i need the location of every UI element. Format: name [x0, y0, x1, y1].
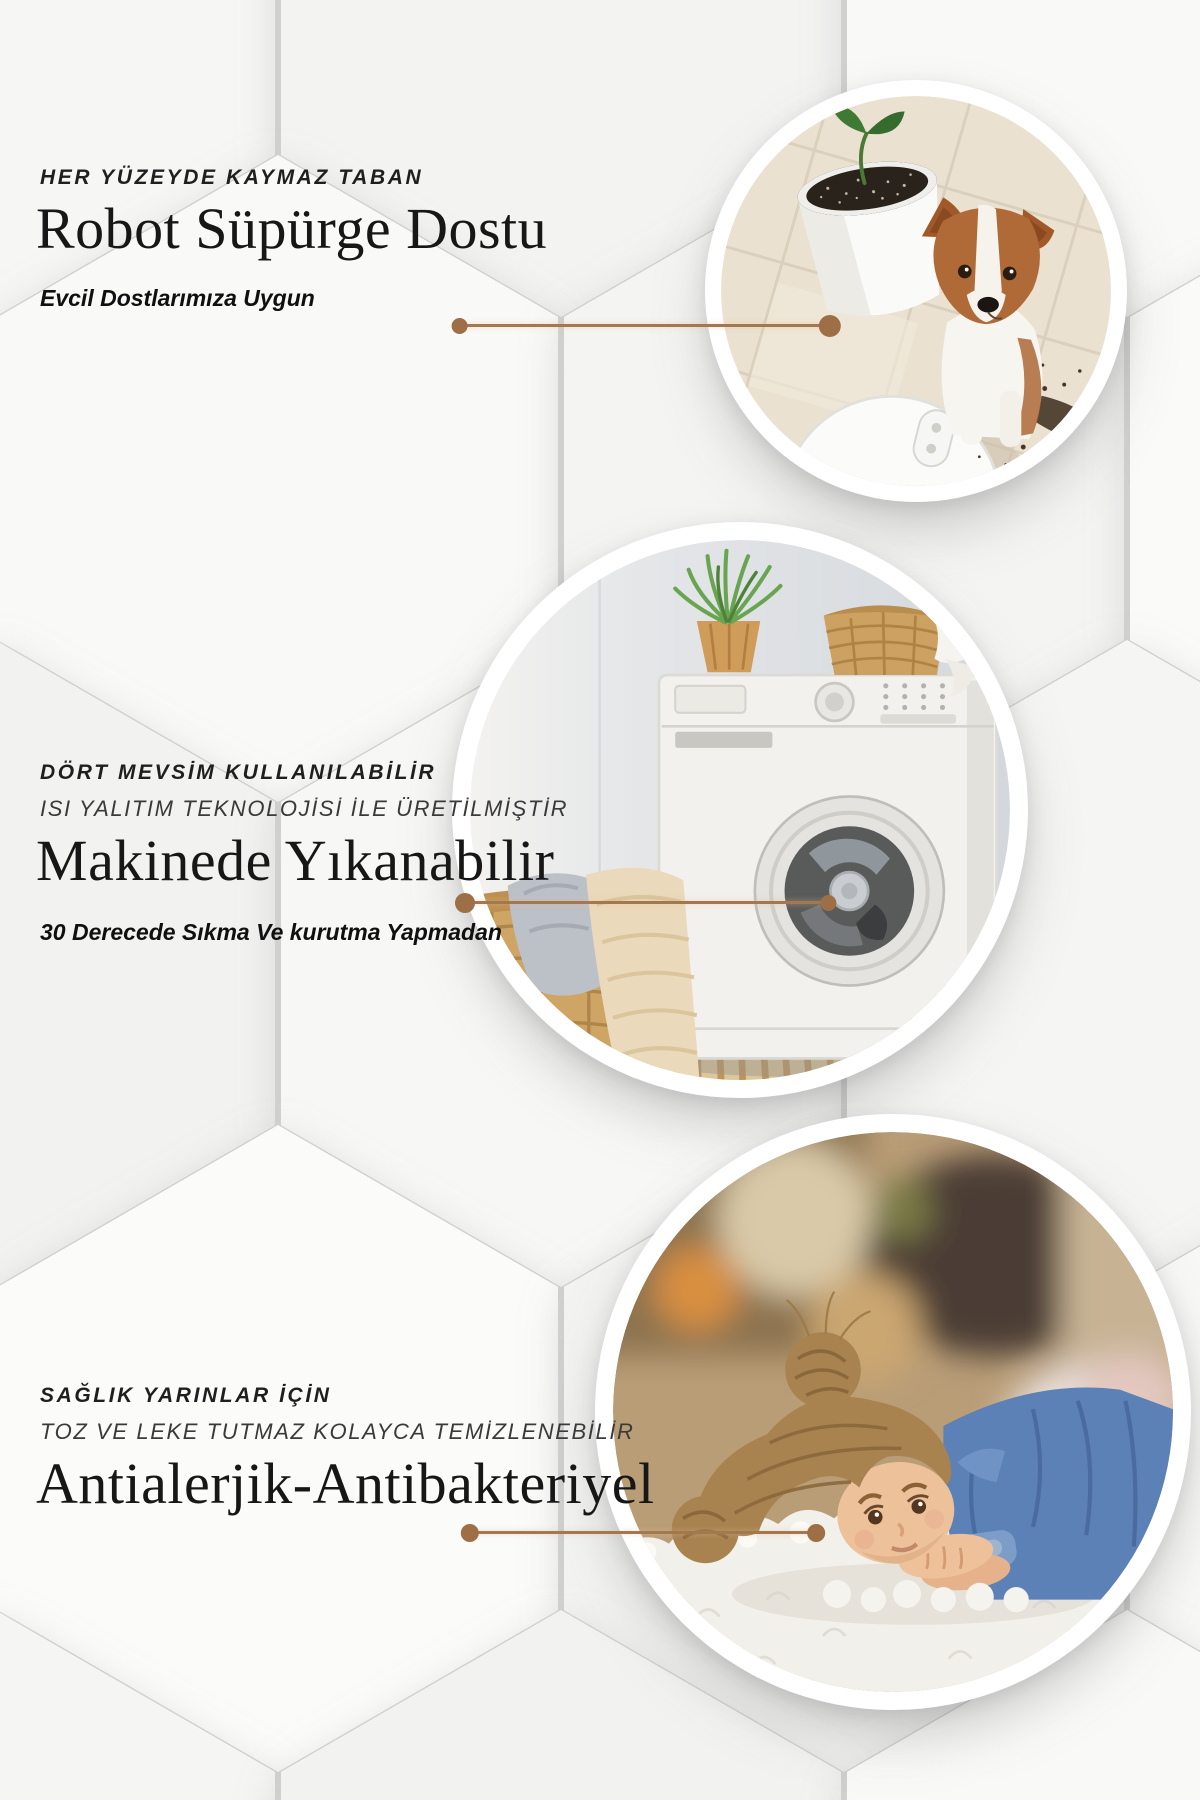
- section-bottom-text: [36, 1384, 655, 1518]
- connector-line-top: [458, 324, 832, 327]
- connector-dot: [819, 315, 841, 337]
- kicker-middle: DÖRT MEVSİM KULLANILABİLİR: [40, 761, 437, 784]
- section-top-text: [36, 166, 548, 312]
- tagline-bottom: TOZ VE LEKE TUTMAZ KOLAYCA TEMİZLENEBİLİR: [40, 1419, 635, 1444]
- title-middle: Makinede Yıkanabilir: [36, 828, 555, 893]
- connector-dot: [820, 895, 836, 911]
- kicker-top: HER YÜZEYDE KAYMAZ TABAN: [40, 166, 424, 189]
- title-bottom: Antialerjik-Antibakteriyel: [36, 1451, 655, 1516]
- photo-ring-top: [705, 80, 1127, 502]
- kicker-bottom: SAĞLIK YARINLAR İÇİN: [40, 1384, 332, 1407]
- tagline-middle: ISI YALITIM TEKNOLOJİSİ İLE ÜRETİLMİŞTİR: [40, 796, 569, 821]
- subtitle-middle: 30 Derecede Sıkma Ve kurutma Yapmadan: [40, 918, 502, 945]
- title-top: Robot Süpürge Dostu: [36, 196, 548, 261]
- connector-dot: [461, 1524, 479, 1542]
- pet-robot-vacuum-photo: [721, 96, 1111, 486]
- section-middle-text: [36, 761, 569, 946]
- connector-line-bottom: [468, 1531, 818, 1534]
- photo-ring-bottom: [595, 1114, 1191, 1710]
- connector-dot: [452, 318, 468, 334]
- connector-dot: [807, 1524, 825, 1542]
- child-on-rug-photo: [613, 1132, 1173, 1692]
- subtitle-top: Evcil Dostlarımıza Uygun: [40, 284, 315, 311]
